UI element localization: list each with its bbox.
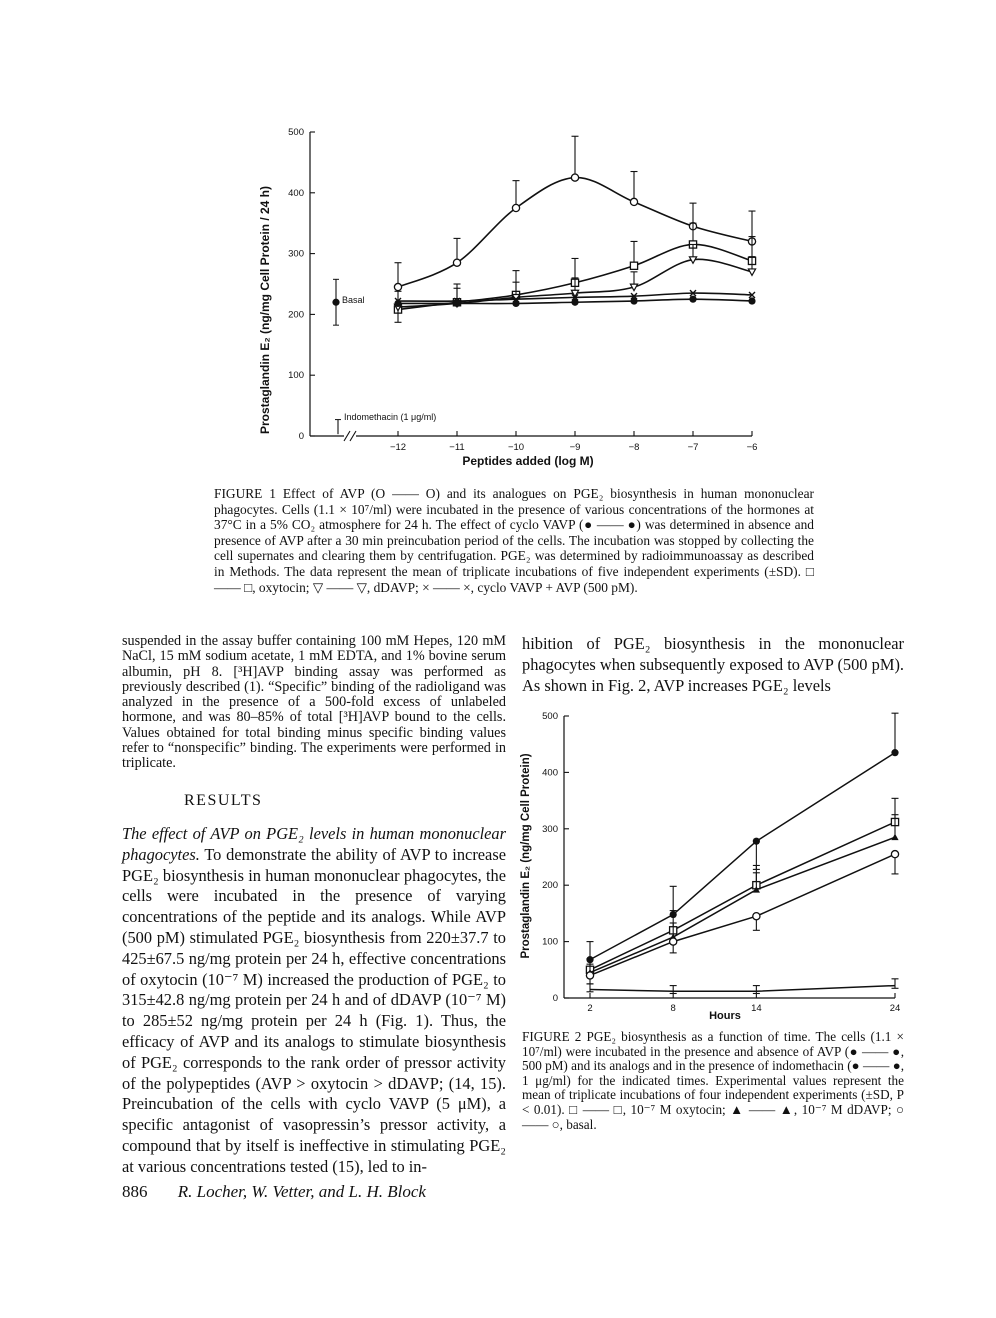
fig2-point [891, 834, 898, 840]
fig1-ytick-label: 200 [288, 309, 304, 321]
fig2-xtick-label: 14 [751, 1003, 762, 1014]
fig1-xtick-label: −9 [569, 442, 581, 453]
fig1-xtick-label: −8 [628, 442, 640, 453]
fig2-point [891, 749, 898, 756]
fig1-ytick-label: 400 [288, 187, 304, 199]
figure-1-caption: FIGURE 1 Effect of AVP (O —— O) and its analogues on PGE₂ biosynthesis in human mononuclear phagocytes. Cells (1.1 × 10⁷/ml) were incubated in the presence of various concentrations of the hormones at 37°C in a 5% CO₂ atmosphere for 24 h. The effect of cyclo VAVP (● —— ●) was determined in absence and presence of AVP after a 30 min preincubation period of the cells. The incubation was stopped by collecting the cell supernates and clearing them by centrifugation. PGE₂ was determined by radioimmunoassay as described in Methods. The data represent the mean of triplicate incubations of five independent experiments (±SD). □ —— □, oxytocin; ▽ —— ▽, dDAVP; × —— ×, cyclo VAVP + AVP (500 pM). [214, 486, 814, 595]
fig1-axis-break [344, 431, 356, 441]
fig2-series-line [590, 986, 895, 992]
fig1-ytick-label: 300 [288, 248, 304, 260]
fig2-xtick-label: 24 [889, 1003, 901, 1014]
fig1-point [394, 283, 401, 290]
fig1-basal-point [332, 299, 339, 306]
figure-1-chart [250, 120, 790, 470]
author-line: R. Locher, W. Vetter, and L. H. Block [177, 1182, 426, 1201]
fig1-point [394, 300, 401, 307]
figure-2-chart [514, 706, 914, 1026]
results-paragraph [122, 824, 506, 1178]
page-number: 886 [122, 1182, 148, 1201]
fig2-point [753, 913, 760, 920]
fig2-ytick-label: 200 [542, 880, 558, 892]
fig2-point [670, 938, 677, 945]
page-footer [122, 1182, 426, 1202]
results-text: To demonstrate the ability of AVP to increase PGE₂ biosynthesis in human mononuclear phagocytes, the cells were incubated in the presence of varying concentrations of the peptide and its analogs. While AVP (500 pM) stimulated PGE₂ biosynthesis from 220±37.7 to 425±67.5 ng/mg protein per 24 h, effective concentrations of oxytocin (10⁻⁷ M) increased the production of PGE₂ to 315±42.8 ng/mg protein per 24 h and of dDAVP (10⁻⁷ M) to 285±52 ng/mg protein per 24 h (Fig. 1). Thus, the efficacy of AVP and its analogs to stimulate biosynthesis of PGE₂ corresponds to the rank order of pressor activity of the polypeptides (AVP > oxytocin > dDAVP; (14, 15). Preincubation of the cells with cyclo VAVP (5 μM), a specific antagonist of vasopressin’s pressor activity, a compound that by itself is ineffective in stimulating PGE₂ at various concentrations tested (15), led to in- [122, 844, 506, 1176]
fig1-xtick-label: −7 [687, 442, 699, 453]
fig2-point [586, 972, 593, 979]
fig2-xtick-label: 2 [587, 1003, 593, 1014]
fig1-point [453, 300, 460, 307]
figure-2-caption: FIGURE 2 PGE₂ biosynthesis as a function of time. The cells (1.1 × 10⁷/ml) were incubated in the presence and absence of AVP (● —— ●, 500 pM) and its analogs and in the presence of indomethacin (● —— ●, 1 μg/ml) for the indicated times. Experimental values represent the mean of triplicate incubations of four independent experiments (±SD, P < 0.01). □ —— □, 10⁻⁷ M oxytocin; ▲ —— ▲, 10⁻⁷ M dDAVP; ○ —— ○, basal. [522, 1029, 904, 1132]
fig1-point [512, 204, 519, 211]
methods-paragraph: suspended in the assay buffer containing 100 mM Hepes, 120 mM NaCl, 15 mM sodium acetate, 1 mM EDTA, and 1% bovine serum albumin, pH 8. [³H]AVP binding assay was performed as previously described (1). “Specific” binding of the radioligand was analyzed in the presence of a 500-fold excess of unlabeled hormone, and was 80–85% of total [³H]AVP bound to the cells. Values obtained for total binding minus specific binding values refer to “nonspecific” binding. The experiments were performed in triplicate. [122, 633, 506, 772]
fig1-point [630, 198, 637, 205]
fig1-point [689, 296, 696, 303]
results-subheading: The effect of AVP on PGE₂ levels in human mononuclear phagocytes. [122, 824, 506, 864]
fig1-xlabel: Peptides added (log M) [462, 454, 594, 468]
fig1-point [571, 174, 578, 181]
fig2-series-line [590, 822, 895, 970]
fig1-point [748, 297, 755, 304]
fig1-point [630, 297, 637, 304]
fig1-ytick-label: 0 [298, 431, 304, 442]
fig1-xtick-label: −10 [507, 442, 525, 453]
fig1-xtick-label: −12 [389, 442, 407, 453]
results-heading: RESULTS [184, 792, 263, 809]
fig2-ytick-label: 300 [542, 823, 558, 835]
fig2-ytick-label: 100 [542, 936, 558, 948]
fig1-point [512, 300, 519, 307]
fig2-xlabel: Hours [709, 1010, 741, 1022]
fig1-xtick-label: −6 [746, 442, 758, 453]
fig1-point [630, 262, 637, 269]
right-column-text: hibition of PGE₂ biosynthesis in the mononuclear phagocytes when subsequently exposed to AVP (500 pM). As shown in Fig. 2, AVP increases PGE₂ levels [522, 634, 904, 695]
fig1-ytick-label: 500 [288, 127, 304, 138]
fig2-ytick-label: 500 [542, 711, 558, 722]
fig2-point [753, 838, 760, 845]
fig1-indomethacin-label: Indomethacin (1 μg/ml) [344, 412, 437, 422]
fig2-ytick-label: 400 [542, 767, 558, 779]
fig2-ytick-label: 0 [552, 993, 558, 1004]
fig1-ytick-label: 100 [288, 370, 304, 382]
fig2-ylabel: Prostaglandin E₂ (ng/mg Cell Protein) [520, 753, 532, 959]
fig1-point [453, 259, 460, 266]
fig1-point [748, 269, 755, 275]
fig2-xtick-label: 8 [670, 1003, 676, 1014]
fig1-ylabel: Prostaglandin E₂ (ng/mg Cell Protein / 24 h) [258, 185, 272, 435]
fig1-point [571, 299, 578, 306]
fig1-xtick-label: −11 [449, 442, 465, 453]
fig2-series-line [590, 854, 895, 975]
fig2-point [891, 851, 898, 858]
fig2-series-line [590, 753, 895, 960]
fig2-series-line [590, 837, 895, 972]
fig1-basal-label: Basal [342, 295, 365, 305]
